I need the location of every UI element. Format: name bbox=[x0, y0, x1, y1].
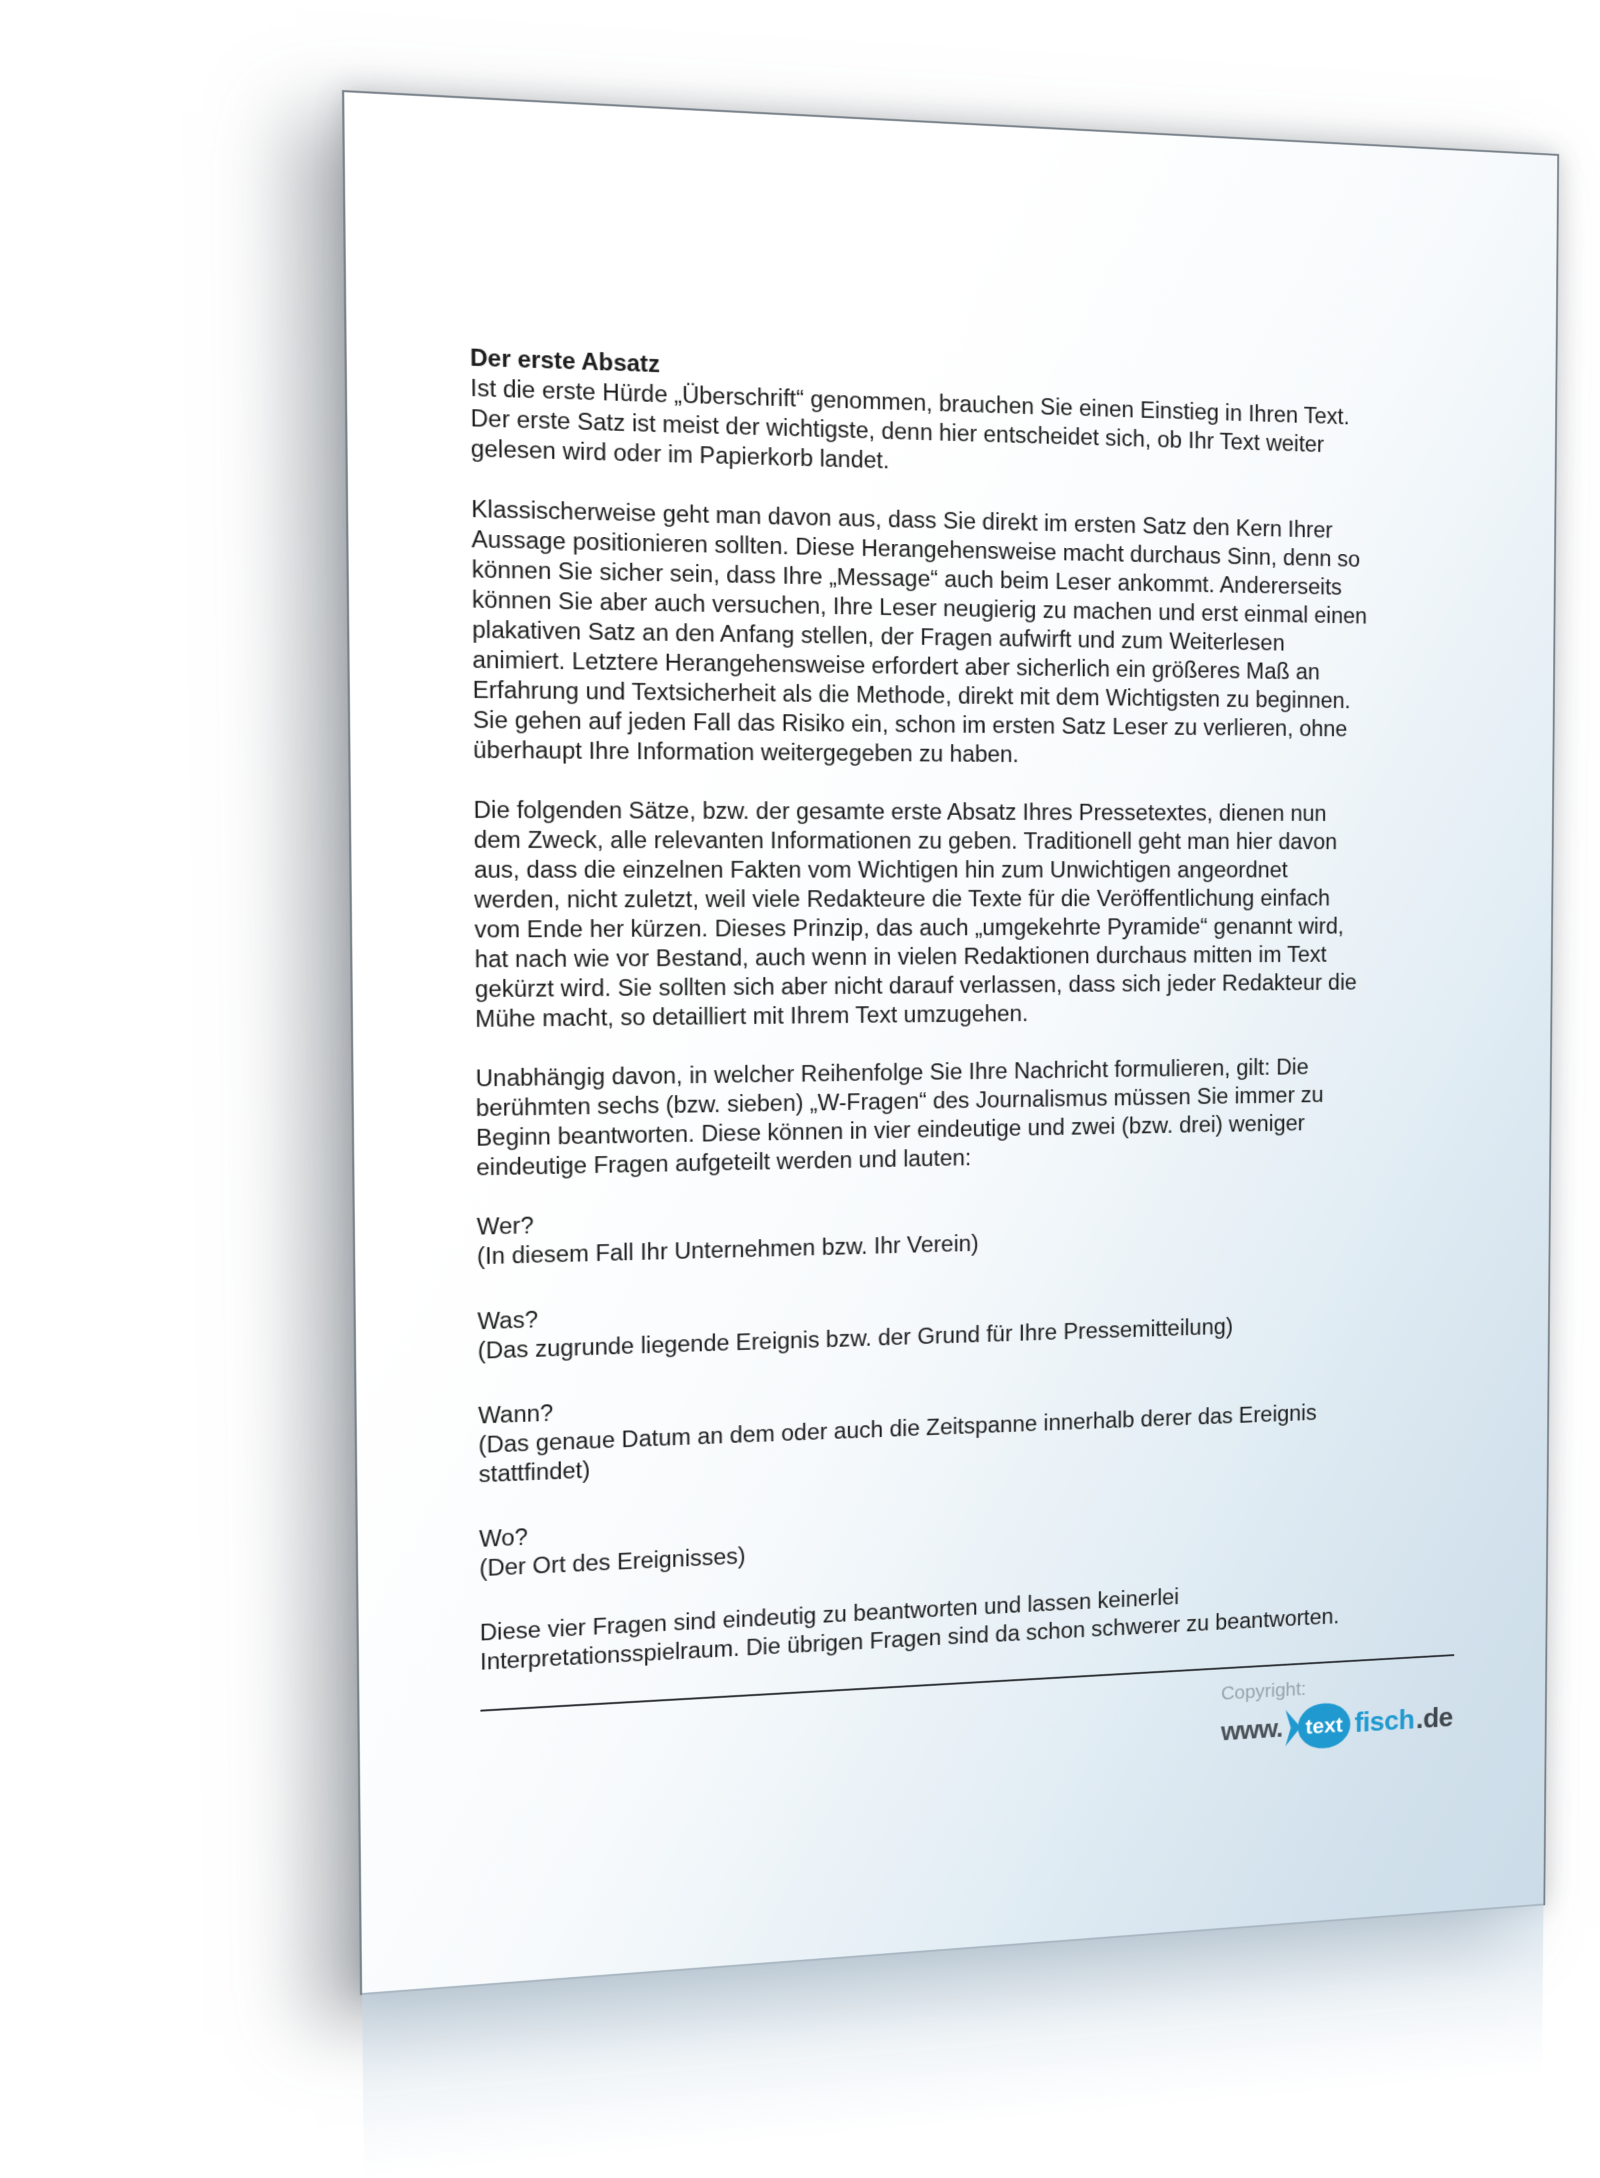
logo-fisch-suffix: fisch bbox=[1354, 1705, 1415, 1739]
question-was: Was? (Das zugrunde liegende Ereignis bzw. der Grund für Ihre Pressemitteilung) bbox=[477, 1306, 1234, 1364]
paragraph-folgende-saetze: Die folgenden Sätze, bzw. der gesamte erste Absatz Ihres Pressetextes, dienen nun dem Zweck, alle relevanten Informationen zu geben. Traditionell geht man hier davon aus, dass die einzelnen Fakten vom Wichtigen hin zum Unwichtigen angeordnet werden, nicht zuletzt, weil viele Redakteure die Texte für die Veröffentlichung einfach vom Ende her kürzen. Dieses Prinzip, das auch „umgekehrte Pyramide“ genannt wird, hat nach wie vor Bestand, auch wenn in vielen Redaktionen durchaus mitten im Text gekürzt wird. Sie sollten sich aber nicht darauf verlassen, dass sich jeder Redakteur die Mühe macht, so detailliert mit Ihrem Text umzugehen. bbox=[473, 796, 1357, 1032]
fish-icon bbox=[1286, 1700, 1351, 1752]
paragraph-klassischerweise: Klassischerweise geht man davon aus, dass Sie direkt im ersten Satz den Kern Ihrer Aussage positionieren sollten. Diese Herangehensweise macht durchaus Sinn, denn so können Sie sicher sein, dass Ihre „Message“ auch beim Leser ankommt. Andererseits können Sie aber auch versuchen, Ihre Leser neugierig zu machen und erst einmal einen plakativen Satz an den Anfang stellen, der Fragen aufwirft und zum Weiterlesen animiert. Letztere Herangehensweise erfordert aber sicherlich ein größeres Maß an Erfahrung und Textsicherheit als die Methode, direkt mit dem Wichtigsten zu beginnen. Sie gehen auf jeden Fall das Risiko ein, schon im ersten Satz Leser zu verlieren, ohne überhaupt Ihre Information weitergegeben zu haben. bbox=[471, 495, 1368, 767]
question-wer: Wer? (In diesem Fall Ihr Unternehmen bzw. Ihr Verein) bbox=[476, 1212, 979, 1270]
copyright-label: Copyright: bbox=[1220, 1679, 1307, 1705]
textfisch-logo bbox=[1221, 1694, 1453, 1756]
question-wann: Wann? (Das genaue Datum an dem oder auch die Zeitspanne innerhalb derer das Ereignis stattfindet) bbox=[478, 1400, 1317, 1488]
page-title: Der erste Absatz bbox=[469, 344, 660, 378]
paragraph-w-fragen: Unabhängig davon, in welcher Reihenfolge Sie Ihre Nachricht formulieren, gilt: Die berühmten sechs (bzw. sieben) „W-Fragen“ des Journalismus müssen Sie immer zu Beginn beantworten. Diese können in vier eindeutige und zwei (bzw. drei) weniger eindeutige Fragen aufgeteilt werden und lauten: bbox=[475, 1054, 1324, 1181]
question-wo: Wo? (Der Ort des Ereignisses) bbox=[479, 1524, 746, 1582]
document-page bbox=[342, 90, 1559, 1995]
logo-tld: .de bbox=[1415, 1702, 1453, 1735]
logo-www-prefix: www. bbox=[1220, 1714, 1283, 1746]
paragraph-intro: Ist die erste Hürde „Überschrift“ genommen, brauchen Sie einen Einstieg in Ihren Text. Der erste Satz ist meist der wichtigste, denn hier entscheidet sich, ob Ihr Text weiter gelesen wird oder im Papierkorb landet. bbox=[470, 374, 1350, 474]
document-content bbox=[344, 92, 1557, 1993]
footer bbox=[1221, 1671, 1453, 1757]
closing-paragraph: Diese vier Fragen sind eindeutig zu beantworten und lassen keinerlei Interpretationsspielraum. Die übrigen Fragen sind da schon schwerer zu beantworten. bbox=[479, 1584, 1340, 1675]
logo-fish-word: text bbox=[1305, 1713, 1344, 1739]
